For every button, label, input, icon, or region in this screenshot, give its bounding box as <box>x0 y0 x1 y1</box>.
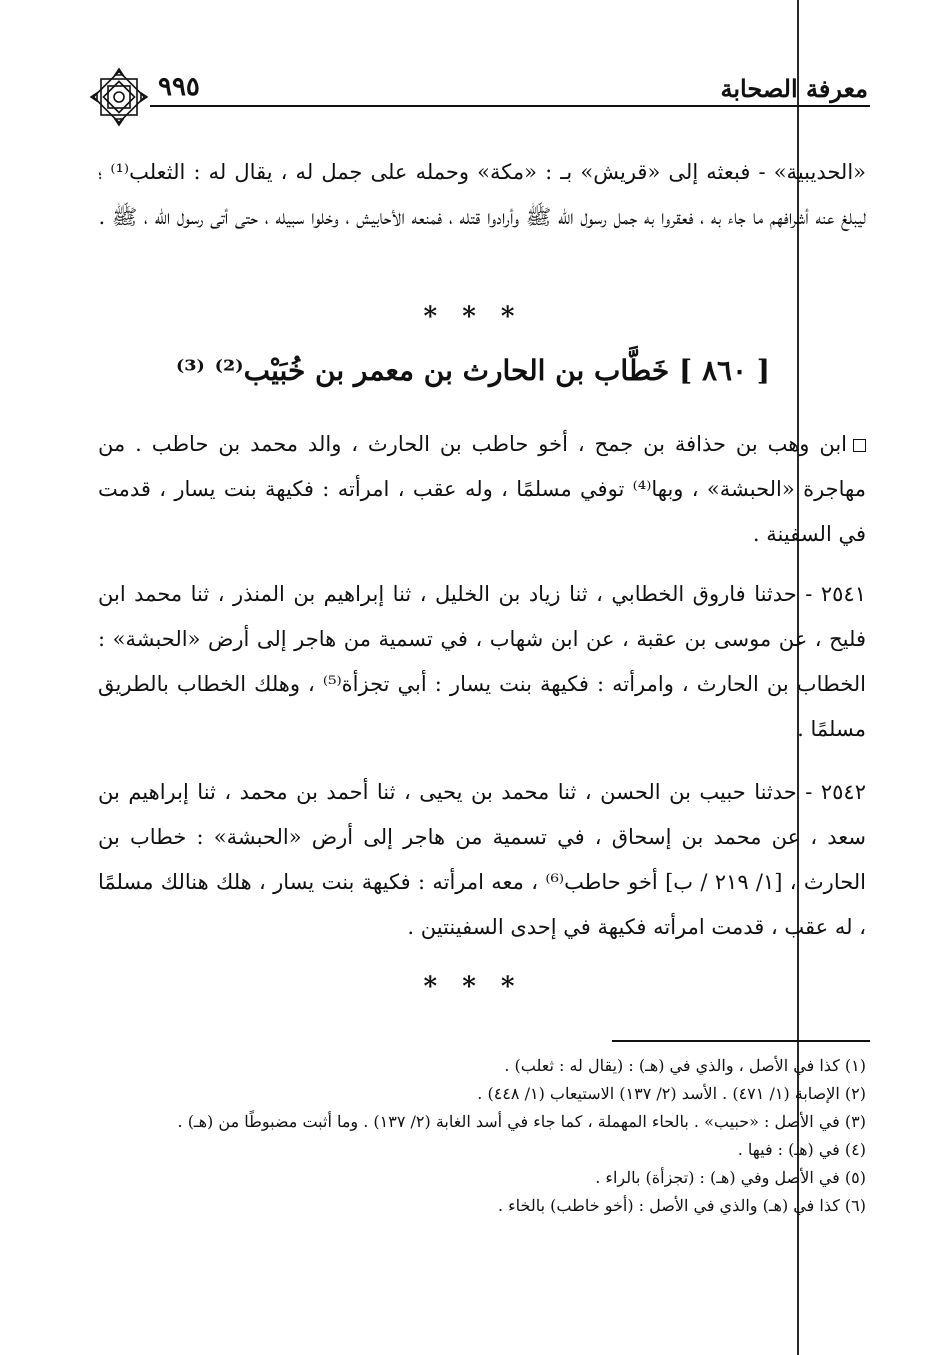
footnote-4: (٤) في (هـ) : فيها . <box>737 1140 866 1159</box>
bio-text: ابن وهب بن حذافة بن جمح ، أخو حاطب بن الحارث ، والد محمد بن حاطب . من مهاجرة «الحبشة» ، وبها⁽⁴⁾ توفي مسلمًا ، وله عقب ، امرأته : فكيهة بنت يسار ، قدمت في السفينة . <box>98 432 866 546</box>
octagonal-star-ornament-icon <box>88 66 150 128</box>
header-rule <box>150 105 870 107</box>
footnote-6: (٦) كذا في (هـ) والذي في الأصل : (أخو خاطب) بالخاء . <box>497 1196 866 1215</box>
footnote-2: (٢) الإصابة (١/ ٤٧١) . الأسد (٢/ ١٣٧) الاستيعاب (١/ ٤٤٨) . <box>477 1084 866 1103</box>
hadith-2542: ٢٥٤٢ - حدثنا حبيب بن الحسن ، ثنا محمد بن يحيى ، ثنا أحمد بن محمد ، ثنا إبراهيم بن سعد ، عن محمد بن إسحاق ، في تسمية من هاجر إلى أرض «الحبشة» : خطاب بن الحارث ، [١/ ٢١٩ / ب] أخو حاطب⁽⁶⁾ ، معه امرأته : فكيهة بنت يسار ، هلك هنالك مسلمًا ، له عقب ، قدمت امرأته فكيهة في إحدى السفينتين . <box>98 780 867 939</box>
footnotes <box>146 1052 866 1220</box>
section-divider: * * * <box>423 972 523 1002</box>
bio-paragraph <box>98 422 866 557</box>
intro-paragraph: «الحديبية» - فبعثه إلى «قريش» بـ : «مكة» وحمله على جمل له ، يقال له : الثعلب⁽¹⁾ ؛ ليبلغ عنه أشرافهم ما جاء به ، فعقروا به جمل رسول الله ﷺ وأرادوا قتله ، فمنعه الأحابيش ، وخلوا سبيله ، حتى أتى رسول الله ، ﷺ . <box>98 160 866 229</box>
running-header <box>88 66 868 118</box>
page-number: ٩٩٥ <box>158 72 200 102</box>
footnote-3: (٣) في الأصل : «حبيب» . بالحاء المهملة ، كما جاء في أسد الغابة (٢/ ١٣٧) . وما أثبت مضبوطًا من (هـ) . <box>177 1112 866 1131</box>
entry-title: [ ٨٦٠ ] خَطَّاب بن الحارث بن معمر بن خُبَيْب⁽²⁾ ⁽³⁾ <box>175 354 771 387</box>
section-divider: * * * <box>423 302 523 332</box>
footnote-5: (٥) في الأصل وفي (هـ) : (تجزأة) بالراء . <box>595 1168 866 1187</box>
footnote-rule <box>612 1040 870 1042</box>
square-box-icon <box>853 439 866 452</box>
header-title: معرفة الصحابة <box>720 74 868 103</box>
hadith-2541: ٢٥٤١ - حدثنا فاروق الخطابي ، ثنا زياد بن الخليل ، ثنا إبراهيم بن المنذر ، ثنا محمد ابن فليح ، عن موسى بن عقبة ، عن ابن شهاب ، في تسمية من هاجر إلى أرض «الحبشة» : الخطاب بن الحارث ، وامرأته : فكيهة بنت يسار : أبي تجزأة⁽⁵⁾ ، وهلك الخطاب بالطريق مسلمًا . <box>98 582 866 741</box>
footnote-1: (١) كذا في الأصل ، والذي في (هـ) : (يقال له : ثعلب) . <box>504 1056 866 1075</box>
